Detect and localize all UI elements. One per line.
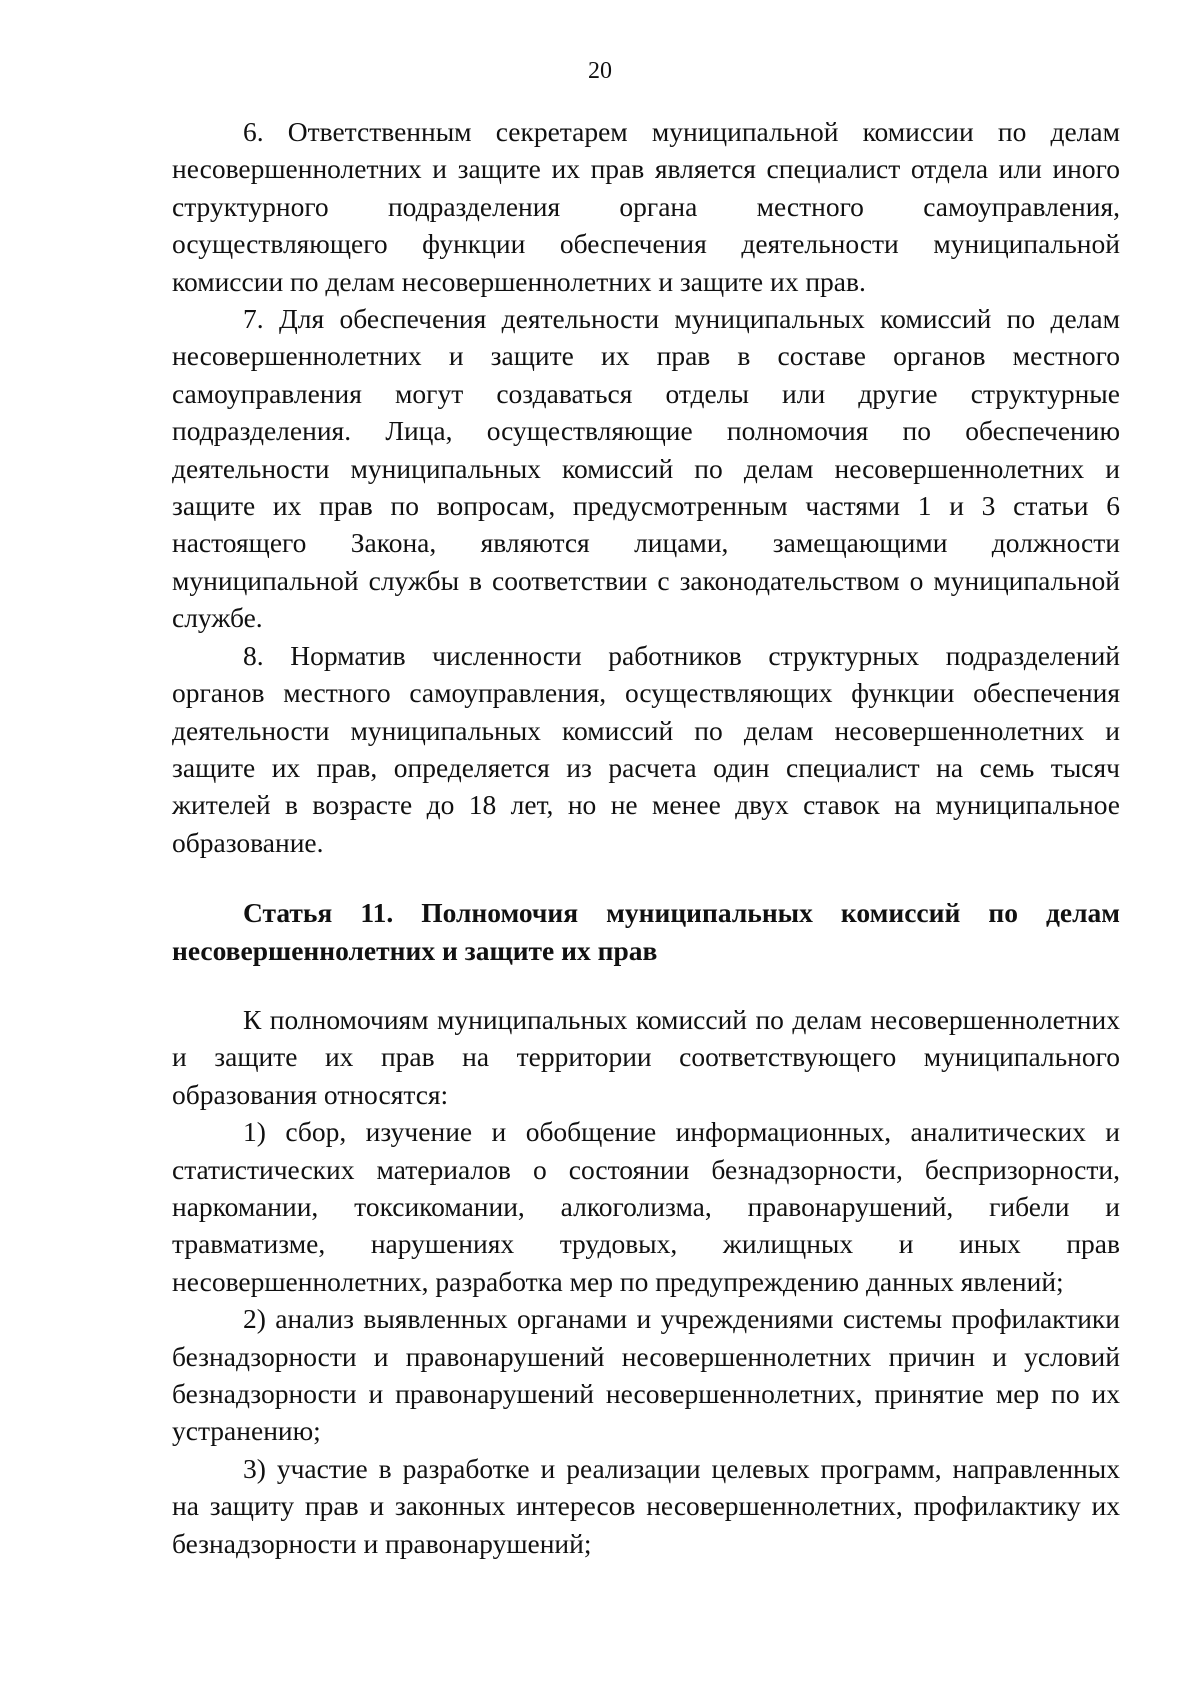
- page-number: 20: [588, 58, 612, 84]
- paragraph-item-8: 8. Норматив численности работников структурных подразделений органов местного самоуправления, осуществляющих функции обеспечения деятельности муниципальных комиссий по делам несовершеннолетних и защите их прав, определяется из расчета один специалист на семь тысяч жителей в возрасте до 18 лет, но не менее двух ставок на муниципальное образование.: [172, 639, 1120, 858]
- list-item-3: 3) участие в разработке и реализации целевых программ, направленных на защиту прав и законных интересов несовершеннолетних, профилактику их безнадзорности и правонарушений;: [172, 1452, 1120, 1559]
- document-body: [172, 113, 1120, 1562]
- paragraph-item-7: 7. Для обеспечения деятельности муниципальных комиссий по делам несовершеннолетних и защите их прав в составе органов местного самоуправления могут создаваться отделы или другие структурные подразделения. Лица, осуществляющие полномочия по обеспечению деятельности муниципальных комиссий по делам несовершеннолетних и защите их прав по вопросам, предусмотренным частями 1 и 3 статьи 6 настоящего Закона, являются лицами, замещающими должности муниципальной службы в соответствии с законодательством о муниципальной службе.: [172, 303, 1120, 634]
- paragraph-intro: К полномочиям муниципальных комиссий по делам несовершеннолетних и защите их прав на территории соответствующего муниципального образования относятся:: [172, 1003, 1120, 1110]
- list-item-2: 2) анализ выявленных органами и учреждениями системы профилактики безнадзорности и правонарушений несовершеннолетних причин и условий безнадзорности и правонарушений несовершеннолетних, принятие мер по их устранению;: [172, 1303, 1120, 1447]
- paragraph-item-6: 6. Ответственным секретарем муниципальной комиссии по делам несовершеннолетних и защите их прав является специалист отдела или иного структурного подразделения органа местного самоуправления, осуществляющего функции обеспечения деятельности муниципальной комиссии по делам несовершеннолетних и защите их прав.: [172, 116, 1120, 297]
- article-heading: Статья 11. Полномочия муниципальных комиссий по делам несовершеннолетних и защите их прав: [172, 897, 1120, 966]
- list-item-1: 1) сбор, изучение и обобщение информационных, аналитических и статистических материалов о состоянии безнадзорности, беспризорности, наркомании, токсикомании, алкоголизма, правонарушений, гибели и травматизме, нарушениях трудовых, жилищных и иных прав несовершеннолетних, разработка мер по предупреждению данных явлений;: [172, 1116, 1120, 1297]
